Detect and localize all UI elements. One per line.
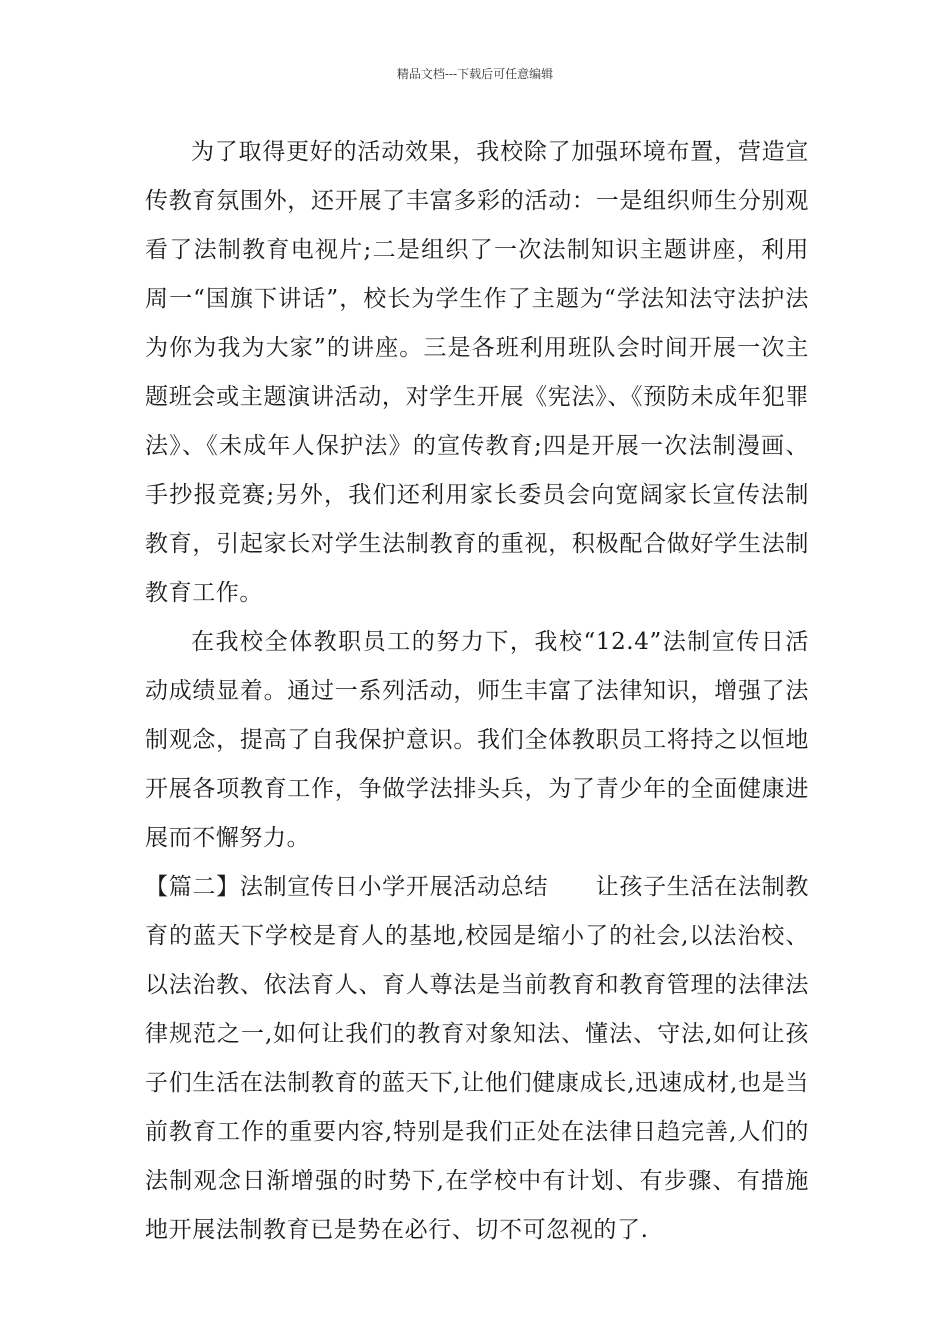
document-body (145, 128, 809, 1255)
page-header: 精品文档---下载后可任意编辑 (396, 67, 554, 81)
paragraph-part-two: 【篇二】法制宣传日小学开展活动总结 让孩子生活在法制教育的蓝天下学校是育人的基地,校园是缩小了的社会,以法治校、以法治教、依法育人、育人尊法是当前教育和教育管理的法律法律规范之一,如何让我们的教育对象知法、懂法、守法,如何让孩子们生活在法制教育的蓝天下,让他们健康成长,迅速成材,也是当前教育工作的重要内容,特别是我们正处在法律日趋完善,人们的法制观念日渐增强的时势下,在学校中有计划、有步骤、有措施地开展法制教育已是势在必行、切不可忽视的了. (145, 874, 809, 1243)
paragraph-activities: 为了取得更好的活动效果，我校除了加强环境布置，营造宣传教育氛围外，还开展了丰富多彩的活动：一是组织师生分别观看了法制教育电视片;二是组织了一次法制知识主题讲座，利用周一“国旗下讲话”，校长为学生作了主题为“学法知法守法护法为你为我为大家”的讲座。三是各班利用班队会时间开展一次主题班会或主题演讲活动，对学生开展《宪法》、《预防未成年犯罪法》、《未成年人保护法》的宣传教育;四是开展一次法制漫画、手抄报竞赛;另外，我们还利用家长委员会向宽阔家长宣传法制教育，引起家长对学生法制教育的重视，积极配合做好学生法制教育工作。 (145, 139, 809, 606)
paragraph-results: 在我校全体教职员工的努力下，我校“12.4”法制宣传日活动成绩显着。通过一系列活动，师生丰富了法律知识，增强了法制观念，提高了自我保护意识。我们全体教职员工将持之以恒地开展各项教育工作，争做学法排头兵，为了青少年的全面健康进展而不懈努力。 (145, 629, 809, 851)
